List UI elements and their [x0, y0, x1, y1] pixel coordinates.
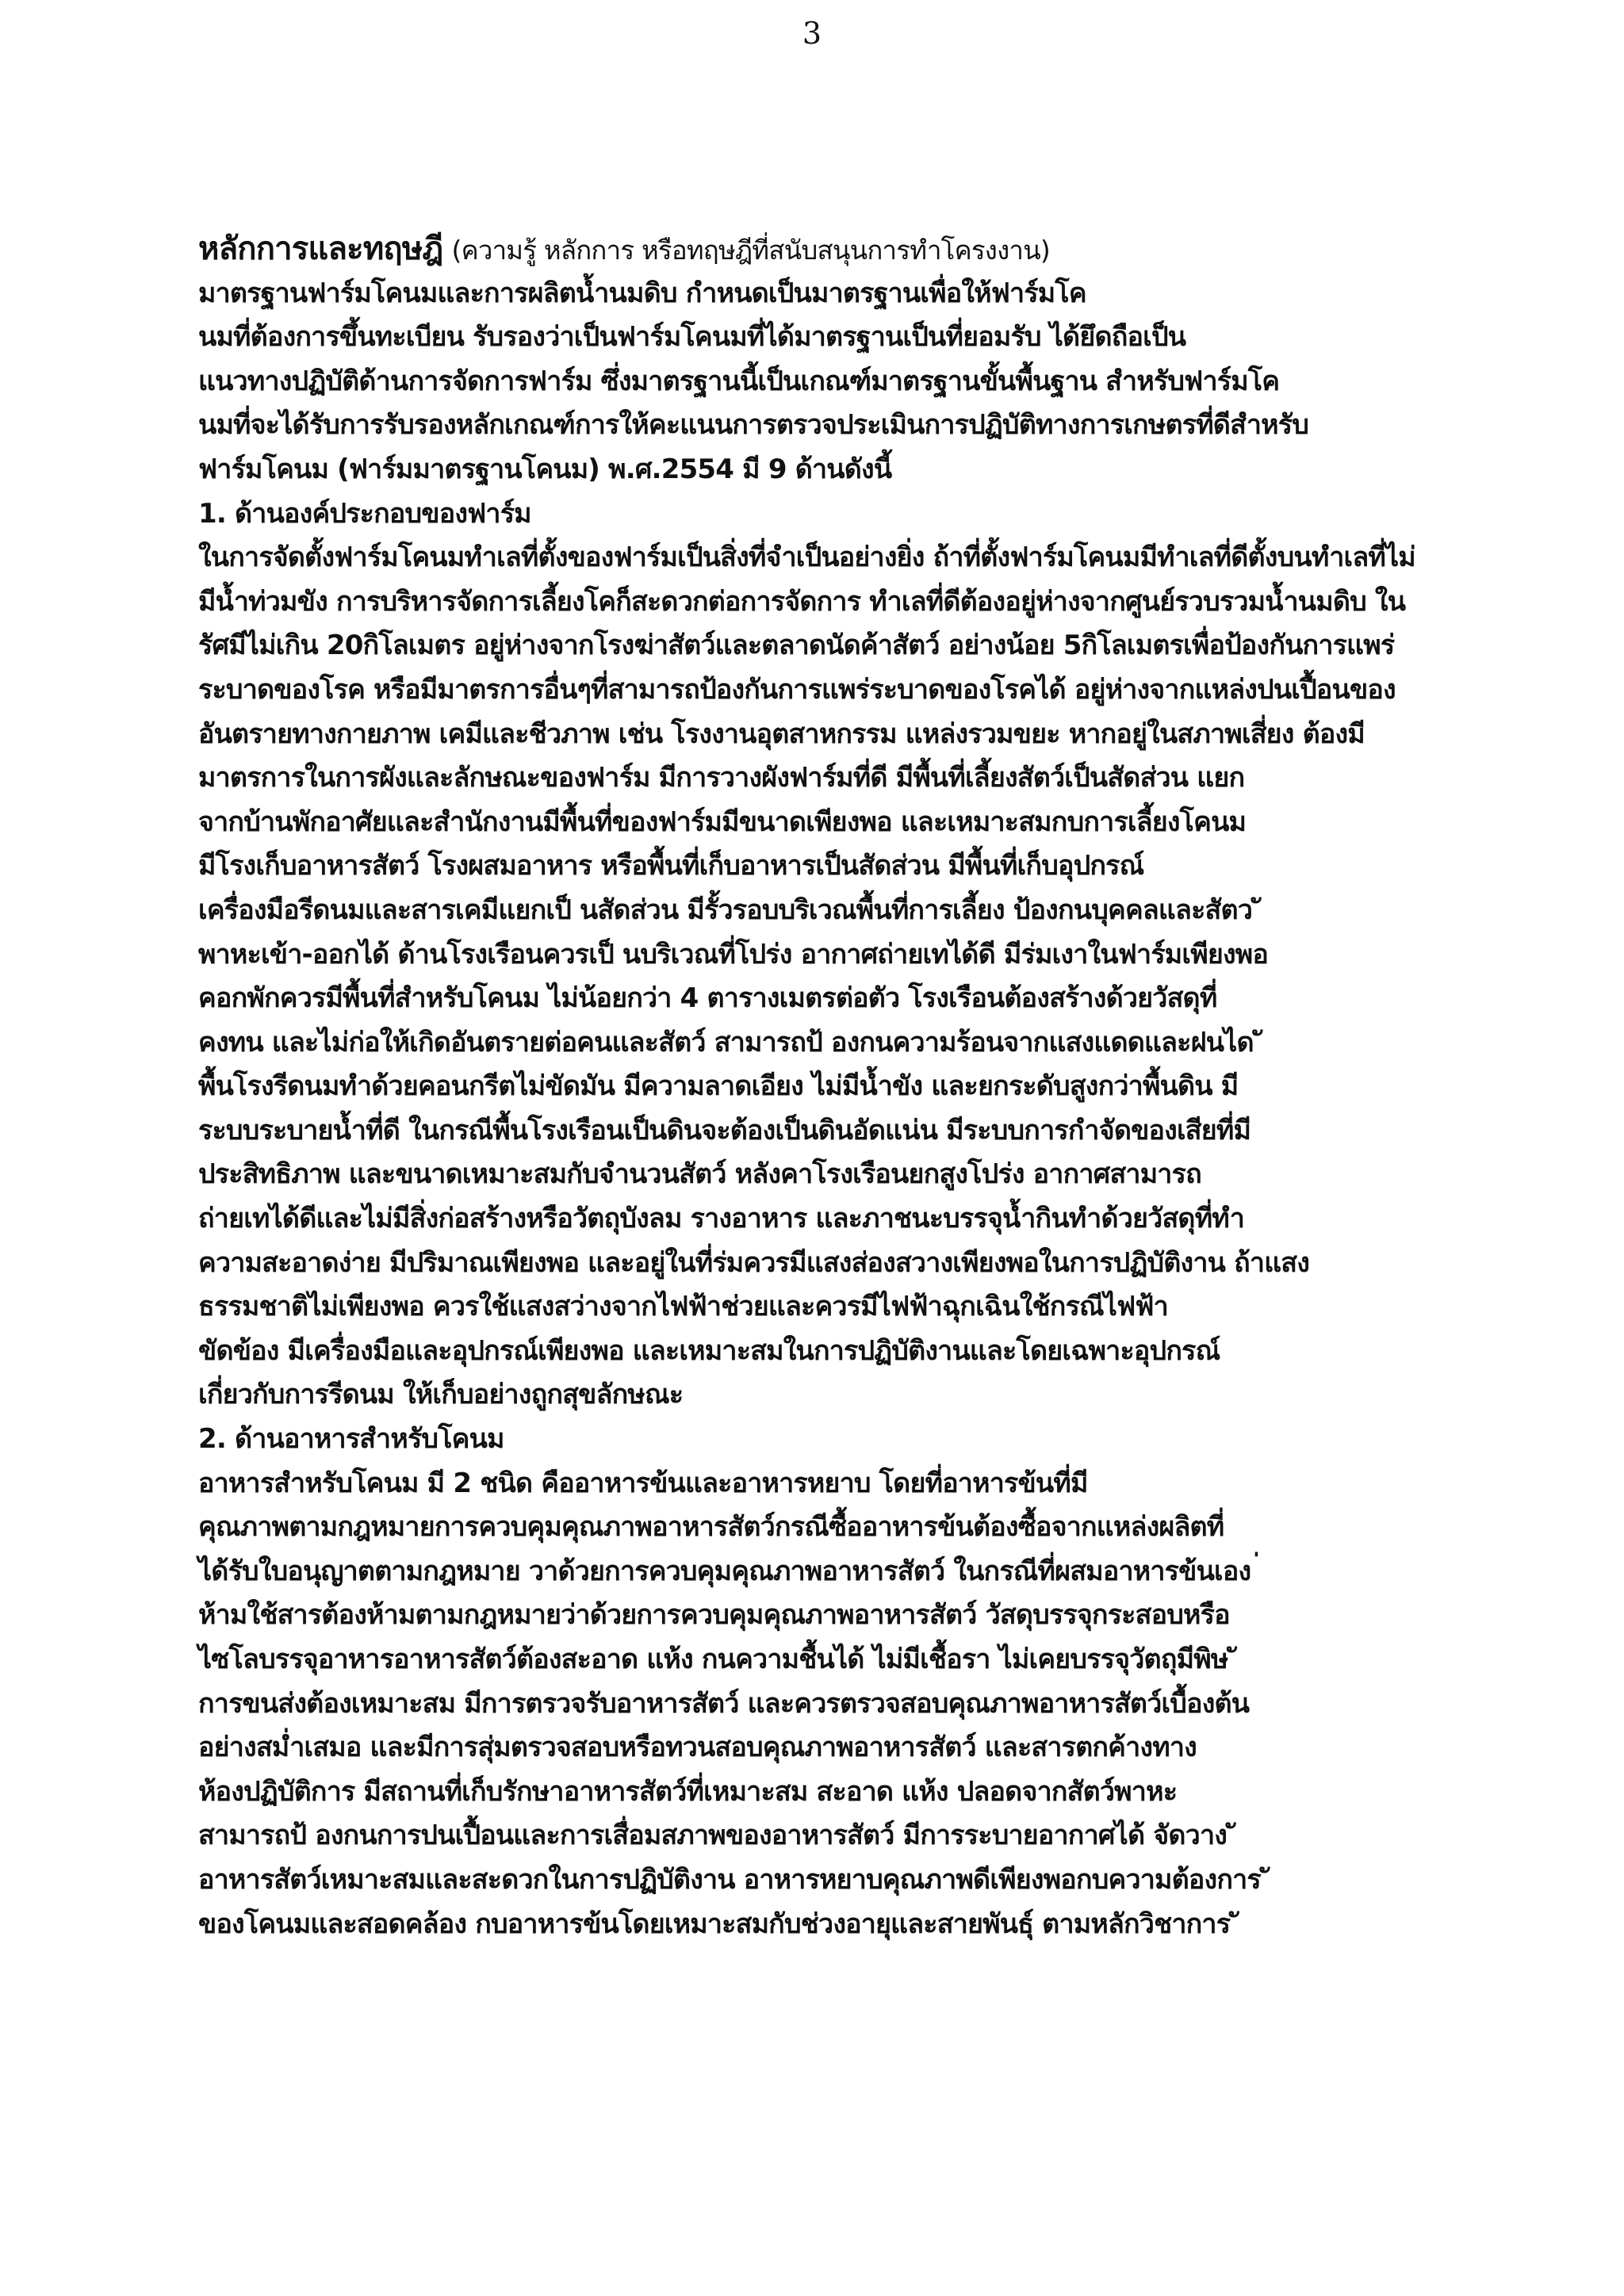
paragraph-line: ได้รับใบอนุญาตตามกฎหมาย วาด้วยการควบคุมคุณภาพอาหารสัตว์ ในกรณีที่ผสมอาหารข้นเอง ่ [198, 1555, 1259, 1587]
paragraph-line: เครื่องมือรีดนมและสารเคมีแยกเป็ นสัดส่วน มีรั้วรอบบริเวณพื้นที่การเลี้ยง ป้องกนบุคคลและสัตว ั [198, 894, 1261, 926]
paragraph-line: ห้ามใช้สารต้องห้ามตามกฎหมายว่าด้วยการควบคุมคุณภาพอาหารสัตว์ วัสดุบรรจุกระสอบหรือ [198, 1599, 1230, 1632]
paragraph-line: มาตรฐานฟาร์มโคนมและการผลิตน้ำนมดิบ กำหนดเป็นมาตรฐานเพื่อให้ฟาร์มโค [198, 277, 1086, 309]
section-subtitle: (ความรู้ หลักการ หรือทฤษฎีที่สนับสนุนการทำโครงงาน) [451, 235, 1050, 266]
subheading-feed: 2. ด้านอาหารสำหรับโคนม [198, 1423, 504, 1456]
paragraph-line: อันตรายทางกายภาพ เคมีและชีวภาพ เช่น โรงงานอุตสาหกรรม แหล่งรวมขยะ หากอยู่ในสภาพเสี่ยง ต้องมี [198, 718, 1365, 750]
paragraph-line: คงทน และไม่ก่อให้เกิดอันตรายต่อคนและสัตว์ สามารถป้ องกนความร้อนจากแสงแดดและฝนได ั [198, 1026, 1262, 1058]
paragraph-line: การขนส่งต้องเหมาะสม มีการตรวจรับอาหารสัตว์ และควรตรวจสอบคุณภาพอาหารสัตว์เบื้องต้น [198, 1687, 1250, 1720]
paragraph-line: ของโคนมและสอดคล้อง กบอาหารข้นโดยเหมาะสมกับช่วงอายุและสายพันธุ์ ตามหลักวิชาการ ั [198, 1908, 1239, 1940]
paragraph-line: คุณภาพตามกฎหมายการควบคุมคุณภาพอาหารสัตว์กรณีซื้ออาหารข้นต้องซื้อจากแหล่งผลิตที่ [198, 1511, 1224, 1544]
paragraph-line: อาหารสำหรับโคนม มี 2 ชนิด คืออาหารข้นและอาหารหยาบ โดยที่อาหารข้นที่มี [198, 1467, 1088, 1499]
paragraph-line: คอกพักควรมีพื้นที่สำหรับโคนม ไม่น้อยกว่า 4 ตารางเมตรต่อตัว โรงเรือนต้องสร้างด้วยวัสดุที่ [198, 982, 1217, 1015]
paragraph-line: ระบบระบายน้ำที่ดี ในกรณีพื้นโรงเรือนเป็นดินจะต้องเป็นดินอัดแน่น มีระบบการกำจัดของเสียที่มี [198, 1114, 1251, 1146]
paragraph-line: นมที่จะได้รับการรับรองหลักเกณฑ์การให้คะแนนการตรวจประเมินการปฏิบัติทางการเกษตรที่ดีสำหรับ [198, 409, 1308, 442]
paragraph-line: ความสะอาดง่าย มีปริมาณเพียงพอ และอยู่ในที่ร่มควรมีแสงส่องสวางเพียงพอในการปฏิบัติงาน ถ้าแสง [198, 1246, 1310, 1279]
paragraph-line: พาหะเข้า-ออกได้ ด้านโรงเรือนควรเป็ นบริเวณที่โปร่ง อากาศถ่ายเทได้ดี มีร่มเงาในฟาร์มเพียงพอ [198, 938, 1268, 970]
paragraph-line: เกี่ยวกับการรีดนม ให้เก็บอย่างถูกสุขลักษณะ [198, 1379, 684, 1411]
paragraph-line: พื้นโรงรีดนมทำด้วยคอนกรีตไม่ขัดมัน มีความลาดเอียง ไม่มีน้ำขัง และยกระดับสูงกว่าพื้นดิน มี [198, 1070, 1239, 1103]
paragraph-line: อาหารสัตว์เหมาะสมและสะดวกในการปฏิบัติงาน อาหารหยาบคุณภาพดีเพียงพอกบความต้องการ ั [198, 1863, 1270, 1896]
subheading-farm-composition: 1. ด้านองค์ประกอบของฟาร์ม [198, 497, 531, 530]
page-number: 3 [802, 16, 822, 51]
paragraph-line: ห้องปฏิบัติการ มีสถานที่เก็บรักษาอาหารสัตว์ที่เหมาะสม สะอาด แห้ง ปลอดจากสัตว์พาหะ [198, 1775, 1178, 1808]
paragraph-line: มาตรการในการผังและลักษณะของฟาร์ม มีการวางผังฟาร์มที่ดี มีพื้นที่เลี้ยงสัตว์เป็นสัดส่วน แยก [198, 762, 1245, 794]
paragraph-line: ประสิทธิภาพ และขนาดเหมาะสมกับจำนวนสัตว์ หลังคาโรงเรือนยกสูงโปร่ง อากาศสามารถ [198, 1158, 1201, 1191]
paragraph-line: สามารถป้ องกนการปนเปื้อนและการเสื่อมสภาพของอาหารสัตว์ มีการระบายอากาศได้ จัดวาง ั [198, 1820, 1235, 1852]
paragraph-line: ในการจัดตั้งฟาร์มโคนมทำเลที่ตั้งของฟาร์มเป็นสิ่งที่จำเป็นอย่างยิ่ง ถ้าที่ตั้งฟาร์มโคนมมีทำเลที่ดีตั้งบนทำเลที่ไม่ [198, 541, 1415, 574]
paragraph-line: มีโรงเก็บอาหารสัตว์ โรงผสมอาหาร หรือพื้นที่เก็บอาหารเป็นสัดส่วน มีพื้นที่เก็บอุปกรณ์ [198, 850, 1144, 882]
section-title: หลักการและทฤษฎี [198, 231, 443, 267]
paragraph-line: อย่างสม่ำเสมอ และมีการสุ่มตรวจสอบหรือทวนสอบคุณภาพอาหารสัตว์ และสารตกค้างทาง [198, 1732, 1197, 1764]
paragraph-line: ไซโลบรรจุอาหารอาหารสัตว์ต้องสะอาด แห้ง กนความชื้นได้ ไม่มีเชื้อรา ไม่เคยบรรจุวัตถุมีพิษ ั [198, 1644, 1237, 1675]
paragraph-line: ถ่ายเทได้ดีและไม่มีสิ่งก่อสร้างหรือวัตถุบังลม รางอาหาร และภาชนะบรรจุน้ำกินทำด้วยวัสดุที่ทำ [198, 1203, 1245, 1235]
paragraph-line: จากบ้านพักอาศัยและสำนักงานมีพื้นที่ของฟาร์มมีขนาดเพียงพอ และเหมาะสมกบการเลี้ยงโคนม [198, 806, 1247, 838]
paragraph-line: รัศมีไม่เกิน 20กิโลเมตร อยู่ห่างจากโรงฆ่าสัตว์และตลาดนัดค้าสัตว์ อย่างน้อย 5กิโลเมตรเพื่อป้องกันการแพร่ [198, 629, 1395, 662]
paragraph-line: นมที่ต้องการขึ้นทะเบียน รับรองว่าเป็นฟาร์มโคนมที่ได้มาตรฐานเป็นที่ยอมรับ ได้ยึดถือเป็น [198, 321, 1186, 354]
paragraph-line: ฟาร์มโคนม (ฟาร์มมาตรฐานโคนม) พ.ศ.2554 มี 9 ด้านดังนี้ [198, 453, 892, 485]
paragraph-line: แนวทางปฏิบัติด้านการจัดการฟาร์ม ซึ่งมาตรฐานนี้เป็นเกณฑ์มาตรฐานขั้นพื้นฐาน สำหรับฟาร์มโค [198, 365, 1280, 397]
document-body [198, 228, 1546, 1946]
paragraph-line: ขัดข้อง มีเครื่องมือและอุปกรณ์เพียงพอ และเหมาะสมในการปฏิบัติงานและโดยเฉพาะอุปกรณ์ [198, 1334, 1220, 1367]
paragraph-line: ธรรมชาติไม่เพียงพอ ควรใช้แสงสว่างจากไฟฟ้าช่วยและควรมีไฟฟ้าฉุกเฉินใช้กรณีไฟฟ้า [198, 1291, 1168, 1323]
paragraph-line: ระบาดของโรค หรือมีมาตรการอื่นๆที่สามารถป้องกันการแพร่ระบาดของโรคได้ อยู่ห่างจากแหล่งปนเปื้อนของ [198, 673, 1396, 706]
paragraph-line: มีน้ำท่วมขัง การบริหารจัดการเลี้ยงโคก็สะดวกต่อการจัดการ ทำเลที่ดีต้องอยู่ห่างจากศูนย์รวบรวมน้ำนมดิบ ใน [198, 585, 1406, 618]
section-heading [198, 228, 1546, 272]
